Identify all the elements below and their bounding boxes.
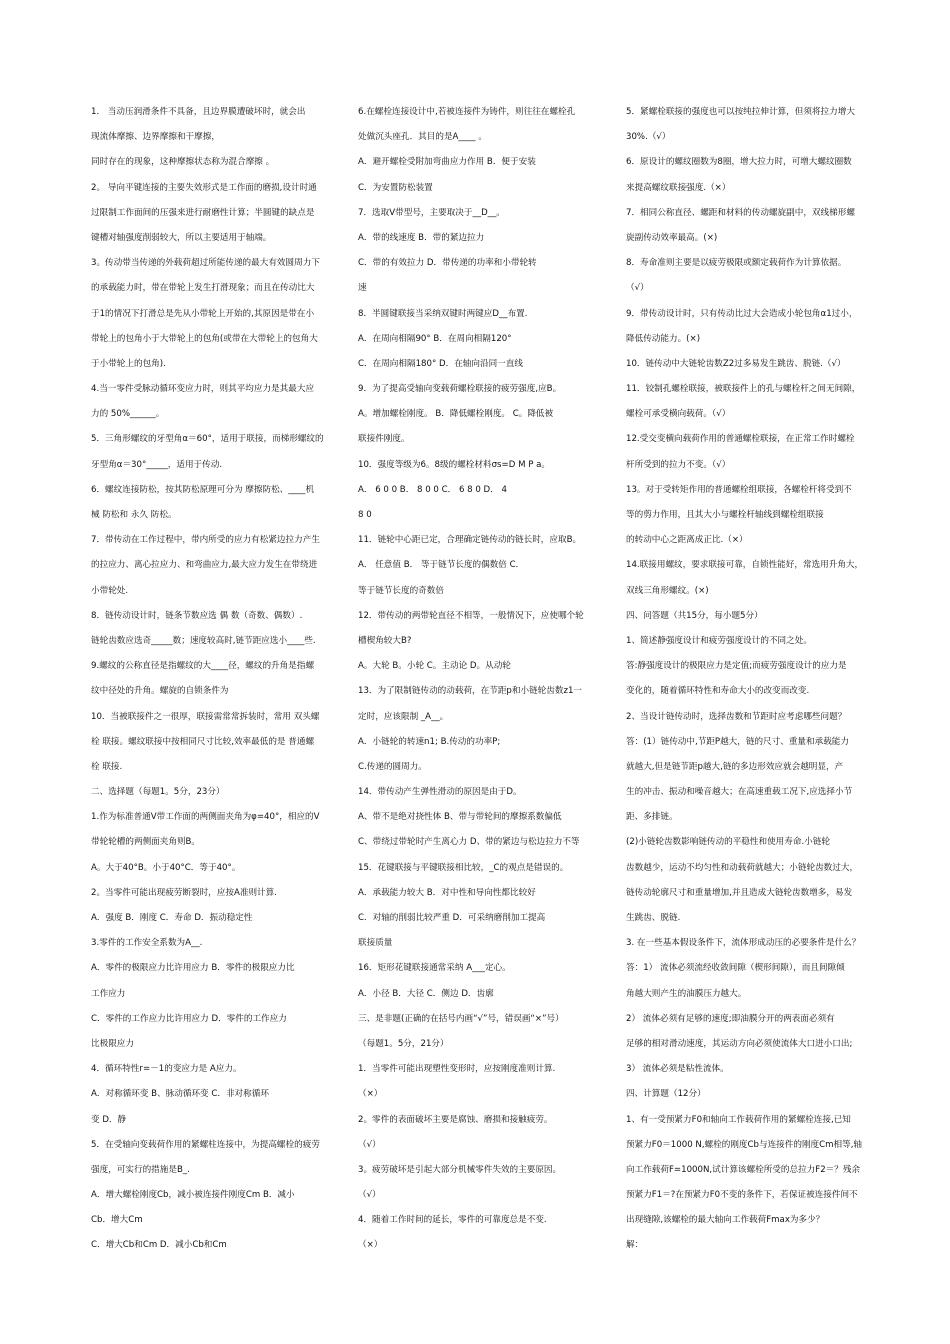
text-line: 比极限应力 [91,1038,134,1049]
column-middle [358,100,598,1259]
text-line: 四、问答题（共15分，每小题5分） [626,610,763,621]
text-line: 四、计算题（12分） [626,1089,706,1100]
text-line: 答:静强度设计的极限应力是定值;而疲劳强度设计的应力是 [626,661,847,672]
text-line: 6．螺纹连接防松，按其防松原理可分为 摩擦防松、____机 [91,484,315,495]
text-line: 2。 导向平键连接的主要失效形式是工作面的磨损,设计时通 [91,182,317,193]
text-line: 带轮轮槽的两侧面夹角则B。 [91,837,201,848]
text-line: 齿数越少，运动不均匀性和动载荷就越大；小链轮齿数过大， [626,862,859,873]
text-line: 变 D．静 [91,1114,127,1125]
text-line: 3。疲劳破坏是引起大部分机械零件失效的主要原因。 [358,1164,562,1175]
text-line: （×） [358,1089,383,1100]
text-line: 预紧力F1＝?在预紧力F0不变的条件下，若保证被连接件间不 [626,1190,858,1201]
text-line: 处做沉头座孔．其目的是A____ 。 [358,132,487,143]
text-line: A、带不是绝对挠性体 B、带与带轮间的摩擦系数偏低 [358,812,562,823]
text-line: A．小径 B．大径 C．侧边 D．齿廓 [358,988,494,999]
text-line: 4.当一零件受脉动循环变应力时，则其平均应力是其最大应 [91,384,315,395]
text-line: 7．相同公称直径、螺距和材料的传动螺旋副中，双线梯形螺 [626,207,855,218]
text-line: 13．为了限制链传动的动载荷，在节距p和小链轮齿数z1一 [358,686,583,697]
text-line: 6.在螺栓连接设计中,若被连接件为铸件，则往往在螺栓孔 [358,107,576,117]
text-line: 生的冲击、振动和噪音越大；在高速重载工况下,应选择小节 [626,787,853,798]
text-line: 槽楔角较大B? [358,635,412,646]
text-line: 就越大,但是链节距p越大,链的多边形效应就会越明显，产 [626,761,844,772]
text-line: 过限制工作面间的压强来进行耐磨性计算；半圆键的缺点是 [91,207,315,218]
text-line: 1． 当动压润滑条件不具备，且边界膜遭破坏时，就会出 [91,107,306,117]
text-line: 定时，应该限制 _A__。 [358,711,449,722]
text-line: 距、多排链。 [626,812,678,823]
text-line: A．强度 B．刚度 C．寿命 D．振动稳定性 [91,913,253,923]
text-line: 降低传动能力。(×) [626,333,701,344]
text-line: 11．链轮中心距已定，合理确定链传动的链长时，应取B。 [358,535,582,546]
text-line: 10．链传动中大链轮齿数Z2过多易发生跳齿、脱链.（√） [626,358,846,369]
text-line: 9．为了提高受轴向变载荷螺栓联接的疲劳强度,应B。 [358,384,562,395]
column-right [626,100,866,1259]
text-line: 旋副传动效率最高。(×) [626,232,718,243]
text-line: 联接质量 [358,938,393,949]
text-line: 速 [358,283,367,294]
text-line: 7．选取V带型号，主要取决于__D__。 [358,207,505,218]
text-line: 角越大则产生的油膜压力越大。 [626,988,747,999]
text-line: （√） [358,1139,381,1150]
text-line: 12．带传动的两带轮直径不相等，一般情况下，应使哪个轮 [358,610,584,621]
text-line: A．小链轮的转速n1; B.传动的功率P; [358,736,501,747]
text-line: 13。对于受转矩作用的普通螺栓组联接，各螺栓杆将受到不 [626,484,852,495]
text-line: 等于链节长度的奇数倍 [358,585,444,596]
column-left [91,100,331,1259]
text-line: （×） [358,1240,383,1251]
text-line: (2)小链轮齿数影响链传动的平稳性和使用寿命.小链轮 [626,837,830,848]
text-line: A．增大螺栓刚度Cb，减小被连接件刚度Cm B．减小 [91,1190,295,1201]
text-line: 变化的，随着循环特性和寿命大小的改变而改变. [626,686,810,697]
text-line: 同时存在的现象，这种摩擦状态称为混合摩擦 。 [91,157,275,168]
text-line: A。大于40°B。小于40°C．等于40°。 [91,862,241,873]
text-line: 牙型角α＝30°_____，适用于传动. [91,459,223,470]
text-line: 16．矩形花键联接通常采纳 A___定心。 [358,963,511,974]
text-line: 小带轮处. [91,585,129,596]
text-line: 现流体摩擦、边界摩擦和干摩擦， [91,132,220,143]
text-line: （√） [358,1190,381,1201]
text-line: 1、简述静强度设计和疲劳强度设计的不同之处。 [626,635,812,646]
text-line: 3。传动带当传递的外载荷超过所能传递的最大有效圆周力下 [91,258,320,269]
text-line: 力的 50%______。 [91,409,165,420]
text-line: A．在周向相隔90° B．在周向相隔120° [358,333,512,344]
text-line: 械 防松和 永久 防松。 [91,510,177,520]
text-line: Cb．增大Cm [91,1215,143,1226]
text-line: C、带绕过带轮时产生离心力 D、带的紧边与松边拉力不等 [358,837,580,848]
text-line: A．带的线速度 B．带的紧边拉力 [358,232,485,243]
text-line: 2。当零件可能出现疲劳断裂时，应按A准则计算. [91,887,277,898]
text-line: 4．循环特性r=－1的变应力是 A应力。 [91,1064,242,1075]
text-line: 6．原设计的螺纹圈数为8圈，增大拉力时，可增大螺纹圈数 [626,157,852,168]
text-line: 工作应力 [91,988,126,999]
text-line: C.传递的圆周力。 [358,761,427,772]
text-line: （每题1。5分，21分） [358,1038,449,1049]
text-line: 14．带传动产生弹性滑动的原因是由于D。 [358,787,522,798]
text-line: 5．紧螺栓联接的强度也可以按纯拉伸计算，但须将拉力增大 [626,107,855,117]
text-line: 键槽对轴强度削弱较大，所以主要适用于轴端。 [91,232,272,243]
text-line: 杆所受到的拉力不变。（√） [626,459,731,470]
text-line: 等的剪力作用，且其大小与螺栓杆轴线到螺栓组联接 [626,510,824,520]
text-line: 10．强度等级为6。8级的螺栓材料σs=D M P a。 [358,459,550,470]
text-line: 8．链传动设计时，链条节数应选 偶 数（奇数、偶数）. [91,610,303,621]
text-line: 生跳齿、脱链. [626,913,681,923]
text-line: 15．花键联接与平键联接相比较，_C的观点是错误的。 [358,862,569,873]
text-line: A．零件的极限应力比许用应力 B．零件的极限应力比 [91,963,295,974]
text-line: 三、是非题(正确的在括号内画“√”号，错误画“×”号） [358,1013,564,1024]
text-line: 螺栓可承受横向载荷。（√） [626,409,731,420]
text-line: C．零件的工作应力比许用应力 D．零件的工作应力 [91,1013,287,1024]
text-line: 12.受交变横向载荷作用的普通螺栓联接，在正常工作时螺栓 [626,434,855,445]
text-line: 答：1） 流体必须流经收敛间隙（楔形间隙），而且间隙倾 [626,963,845,974]
text-line: 30%.（√） [626,132,671,143]
text-line: C．增大Cb和Cm D．减小Cb和Cm [91,1240,227,1251]
text-line: 双线三角形螺纹。(×) [626,585,709,596]
text-line: 4．随着工作时间的延长，零件的可靠度总是不变. [358,1215,547,1226]
text-line: C．带的有效拉力 D．带传递的功率和小带轮转 [358,258,537,269]
text-line: 5．在受轴向变载荷作用的紧螺柱连接中，为提高螺栓的疲劳 [91,1139,320,1150]
text-line: 9.螺纹的公称直径是指螺纹的大____径，螺纹的升角是指螺 [91,661,315,672]
text-line: 强度，可实行的措施是B_. [91,1164,190,1175]
text-line: 出现缝隙,该螺栓的最大轴向工作载荷Fmax为多少？ [626,1215,825,1226]
text-line: C．对轴的削弱比较严重 D．可采纳磨削加工提高 [358,913,546,923]
text-line: 9．带传动设计时，只有传动比过大会造成小轮包角α1过小， [626,308,858,319]
text-line: 于小带轮上的包角). [91,358,166,369]
text-line: 二、选择题（每题1。5分，23分） [91,787,225,798]
text-line: 来提高螺纹联接强度.（×） [626,182,731,193]
text-line: 栓 联接. [91,761,123,772]
text-line: 8 0 [358,510,372,520]
text-line: 链传动轮廓尺寸和重量增加,并且造成大链轮齿数增多，易发 [626,887,853,898]
text-line: C．为安置防松装置 [358,182,433,193]
text-line: 11．铰制孔螺栓联接，被联接件上的孔与螺栓杆之间无间隙， [626,384,861,395]
text-line: 解： [626,1240,644,1251]
text-line: 3.零件的工作安全系数为A__. [91,938,203,949]
text-line: 3. 在一些基本假设条件下，流体形成动压的必要条件是什么？ [626,938,861,949]
text-line: 5．三角形螺纹的牙型角α＝60°，适用于联接，而梯形螺纹的 [91,434,324,445]
text-line: 2） 流体必须有足够的速度;即油膜分开的两表面必须有 [626,1013,835,1024]
text-line: 7．带传动在工作过程中，带内所受的应力有松紧边拉力产生 [91,535,320,546]
text-line: A。大轮 B。小轮 C。主动论 D。从动轮 [358,661,511,672]
text-line: 于1的情况下打滑总是先从小带轮上开始的,其原因是带在小 [91,308,315,319]
text-line: 1.作为标准普通V带工作面的两侧面夹角为φ=40°，相应的V [91,812,320,823]
text-line: A． 6 0 0 B． 8 0 0 C． 6 8 0 D． 4 [358,484,507,495]
text-line: 足够的相对滑动速度，其运动方向必须使流体大口进小口出; [626,1038,853,1049]
text-line: 联接件刚度。 [358,434,410,445]
text-line: A．对称循环变 B、脉动循环变 C．非对称循环 [91,1089,269,1100]
text-line: A．承载能力较大 B．对中性和导向性都比较好 [358,887,536,898]
text-line: 纹中径处的升角。螺旋的自锁条件为 [91,686,229,697]
text-line: A．避开螺栓受附加弯曲应力作用 B．便于安装 [358,157,536,168]
text-line: 1、有一受预紧力F0和轴向工作载荷作用的紧螺栓连接,已知 [626,1114,851,1125]
text-line: 的拉应力、离心拉应力、和弯曲应力,最大应力发生在带绕进 [91,560,318,571]
text-line: 向工作载荷F=1000N,试计算该螺栓所受的总拉力F2＝？残余 [626,1164,861,1175]
text-line: 栓 联接。螺纹联接中按相同尺寸比较,效率最低的是 普通螺 [91,736,315,747]
text-line: 3） 流体必须是粘性流体。 [626,1064,729,1075]
text-line: 链轮齿数应选奇_____数；速度较高时,链节距应选小____些. [91,635,316,646]
text-line: A． 任意值 B． 等于链节长度的偶数倍 C． [358,560,525,571]
text-line: 10．当被联接件之一很厚，联接需常常拆装时，常用 双头螺 [91,711,320,722]
text-line: 8．半圆键联接当采纳双键时两键应D__布置. [358,308,528,319]
text-line: 的承载能力时，带在带轮上发生打滑现象；而且在传动比大 [91,283,315,294]
text-line: 2、当设计链传动时，选择齿数和节距时应考虑哪些问题？ [626,711,847,722]
text-line: 2。零件的表面破坏主要是腐蚀、磨损和接触疲劳。 [358,1114,553,1125]
text-line: A。增加螺栓刚度。 B．降低螺栓刚度。 C。降低被 [358,409,554,420]
text-line: 1．当零件可能出现塑性变形时，应按刚度准则计算. [358,1064,556,1075]
text-line: C．在周向相隔180° D．在轴向沿同一直线 [358,358,523,369]
text-line: 带轮上的包角小于大带轮上的包角(或带在大带轮上的包角大 [91,333,318,344]
text-line: 答：(1）链传动中,节距P越大，链的尺寸、重量和承载能力 [626,736,849,747]
text-line: 14.联接用螺纹，要求联接可靠，自锁性能好，常选用升角大， [626,560,864,571]
text-line: 预紧力F0＝1000 N,螺栓的刚度Cb与连接件的刚度Cm相等,轴 [626,1139,863,1150]
text-line: （√） [626,283,649,294]
text-line: 8．寿命准则主要是以疲劳极限或额定载荷作为计算依据。 [626,258,847,269]
text-line: 的转动中心之距离成正比.（×） [626,535,748,546]
